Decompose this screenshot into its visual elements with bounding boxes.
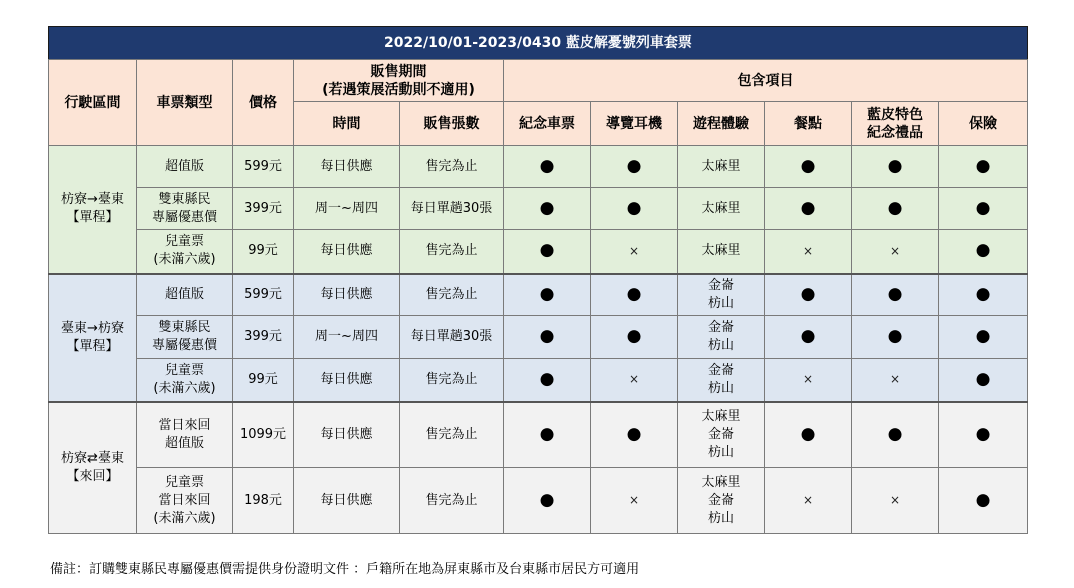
- header-sales-period-title: 販售期間: [370, 63, 427, 80]
- souvenir-ticket-cell: [504, 468, 591, 534]
- meal-cell: [765, 402, 852, 468]
- included-dot-icon: ●: [887, 326, 903, 346]
- price-cell: 399元: [233, 188, 294, 230]
- ticket-type-line: (未滿六歲): [153, 380, 216, 396]
- included-dot-icon: ●: [539, 283, 555, 304]
- table-row: [49, 402, 1028, 468]
- sales-time-cell: 每日供應: [294, 230, 400, 274]
- route-group: [49, 402, 1028, 534]
- audio-guide-cell: [591, 274, 678, 316]
- header-route: 行駛區間: [49, 60, 137, 146]
- included-dot-icon: ●: [539, 326, 555, 346]
- meal-cell: [765, 274, 852, 316]
- sales-time-cell: 每日供應: [294, 359, 400, 402]
- sales-time-cell: 每日供應: [294, 274, 400, 316]
- price-cell: 1099元: [233, 402, 294, 468]
- insurance-cell: [939, 468, 1028, 534]
- sales-time-cell: 每日供應: [294, 468, 400, 534]
- experience-location: 金崙: [708, 277, 735, 293]
- header-time: 時間: [294, 102, 400, 146]
- experience-location: 太麻里: [701, 243, 741, 259]
- sales-quantity-cell: 售完為止: [400, 359, 504, 402]
- not-included-x-icon: ×: [889, 493, 901, 507]
- experience-cell: [678, 274, 765, 316]
- header-insurance: 保險: [939, 102, 1028, 146]
- route-cell: [49, 146, 137, 274]
- header-experience: 遊程體驗: [678, 102, 765, 146]
- experience-location: 枋山: [708, 338, 735, 353]
- included-dot-icon: ●: [626, 283, 642, 304]
- sales-quantity-cell: 每日單趟30張: [400, 316, 504, 359]
- sales-time-cell: 每日供應: [294, 146, 400, 188]
- sales-time-cell: 周一~周四: [294, 188, 400, 230]
- route-trip-type: 【來回】: [66, 468, 119, 484]
- ticket-type-line: (未滿六歲): [153, 510, 216, 526]
- not-included-x-icon: ×: [628, 493, 640, 507]
- table-row: [49, 188, 1028, 230]
- included-dot-icon: ●: [539, 368, 555, 389]
- not-included-x-icon: ×: [802, 372, 814, 387]
- route-group: [49, 146, 1028, 274]
- souvenir-ticket-cell: [504, 188, 591, 230]
- route-name: 枋寮→臺東: [61, 192, 124, 208]
- header-ticket-type: 車票類型: [137, 60, 233, 146]
- experience-location: 金崙: [708, 426, 735, 442]
- included-dot-icon: ●: [800, 326, 816, 346]
- included-dot-icon: ●: [887, 155, 903, 176]
- header-sales-period-note: (若遇策展活動則不適用): [322, 81, 475, 98]
- experience-location: 太麻里: [701, 158, 741, 174]
- not-included-x-icon: ×: [889, 243, 901, 258]
- route-name: 枋寮⇄臺東: [61, 450, 124, 466]
- route-trip-type: 【單程】: [66, 210, 119, 226]
- included-dot-icon: ●: [975, 240, 991, 261]
- included-dot-icon: ●: [800, 155, 816, 176]
- route-cell: [49, 274, 137, 402]
- table-row: [49, 468, 1028, 534]
- meal-cell: [765, 230, 852, 274]
- included-dot-icon: ●: [975, 155, 991, 176]
- experience-location: 金崙: [708, 320, 735, 335]
- ticket-type-line: 兒童票: [164, 474, 204, 490]
- experience-cell: [678, 359, 765, 402]
- table-row: [49, 146, 1028, 188]
- table-header: [49, 60, 1028, 146]
- insurance-cell: [939, 230, 1028, 274]
- ticket-type-line: 專屬優惠價: [151, 209, 217, 225]
- ticket-table-container: [48, 26, 1028, 534]
- gift-cell: [852, 230, 939, 274]
- header-sales-period: [294, 60, 504, 102]
- included-dot-icon: ●: [800, 197, 816, 218]
- meal-cell: [765, 188, 852, 230]
- header-gift-line2: 紀念禮品: [867, 124, 924, 141]
- experience-cell: [678, 316, 765, 359]
- included-dot-icon: ●: [975, 368, 991, 389]
- experience-cell: [678, 402, 765, 468]
- souvenir-ticket-cell: [504, 402, 591, 468]
- audio-guide-cell: [591, 402, 678, 468]
- gift-cell: [852, 468, 939, 534]
- table-row: [49, 274, 1028, 316]
- included-dot-icon: ●: [539, 155, 555, 176]
- sales-quantity-cell: 售完為止: [400, 146, 504, 188]
- audio-guide-cell: [591, 188, 678, 230]
- sales-time-cell: 周一~周四: [294, 316, 400, 359]
- experience-location: 太麻里: [701, 474, 741, 490]
- included-dot-icon: ●: [800, 283, 816, 304]
- not-included-x-icon: ×: [628, 243, 640, 258]
- included-dot-icon: ●: [626, 197, 642, 218]
- audio-guide-cell: [591, 316, 678, 359]
- included-dot-icon: ●: [800, 423, 816, 444]
- souvenir-ticket-cell: [504, 230, 591, 274]
- ticket-type-line: 兒童票: [164, 234, 204, 250]
- ticket-type-cell: [137, 188, 233, 230]
- included-dot-icon: ●: [975, 423, 991, 444]
- sales-quantity-cell: 每日單趟30張: [400, 188, 504, 230]
- header-price: 價格: [233, 60, 294, 146]
- not-included-x-icon: ×: [802, 243, 814, 258]
- included-dot-icon: ●: [539, 197, 555, 218]
- table-row: [49, 359, 1028, 402]
- insurance-cell: [939, 402, 1028, 468]
- route-name: 臺東→枋寮: [61, 320, 124, 336]
- ticket-type-line: 雙東縣民: [158, 191, 211, 207]
- experience-location: 枋山: [708, 295, 735, 311]
- included-dot-icon: ●: [887, 283, 903, 304]
- included-dot-icon: ●: [539, 489, 555, 510]
- header-souvenir-ticket: 紀念車票: [504, 102, 591, 146]
- experience-location: 枋山: [708, 380, 735, 396]
- audio-guide-cell: [591, 146, 678, 188]
- sales-quantity-cell: 售完為止: [400, 230, 504, 274]
- souvenir-ticket-cell: [504, 359, 591, 402]
- insurance-cell: [939, 359, 1028, 402]
- gift-cell: [852, 274, 939, 316]
- ticket-type-line: 超值版: [164, 435, 204, 451]
- ticket-type-cell: [137, 274, 233, 316]
- ticket-type-cell: [137, 316, 233, 359]
- experience-cell: [678, 468, 765, 534]
- included-dot-icon: ●: [975, 197, 991, 218]
- meal-cell: [765, 146, 852, 188]
- price-cell: 599元: [233, 146, 294, 188]
- included-dot-icon: ●: [975, 326, 991, 346]
- experience-location: 枋山: [708, 510, 735, 526]
- table-row: [49, 316, 1028, 359]
- experience-cell: [678, 188, 765, 230]
- header-gift-line1: 藍皮特色: [867, 106, 924, 123]
- price-cell: 599元: [233, 274, 294, 316]
- header-quantity: 販售張數: [400, 102, 504, 146]
- souvenir-ticket-cell: [504, 274, 591, 316]
- header-meal: 餐點: [765, 102, 852, 146]
- ticket-type-line: 當日來回: [158, 417, 211, 433]
- meal-cell: [765, 359, 852, 402]
- meal-cell: [765, 316, 852, 359]
- included-dot-icon: ●: [887, 423, 903, 444]
- sales-time-cell: 每日供應: [294, 402, 400, 468]
- ticket-type-cell: [137, 146, 233, 188]
- ticket-type-line: 雙東縣民: [158, 320, 211, 335]
- price-cell: 99元: [233, 230, 294, 274]
- price-cell: 399元: [233, 316, 294, 359]
- experience-cell: [678, 230, 765, 274]
- gift-cell: [852, 188, 939, 230]
- included-dot-icon: ●: [626, 326, 642, 346]
- not-included-x-icon: ×: [802, 493, 814, 507]
- route-group: [49, 274, 1028, 402]
- experience-cell: [678, 146, 765, 188]
- included-dot-icon: ●: [539, 240, 555, 261]
- ticket-type-cell: [137, 230, 233, 274]
- insurance-cell: [939, 146, 1028, 188]
- included-dot-icon: ●: [626, 155, 642, 176]
- experience-location: 金崙: [708, 492, 735, 508]
- ticket-type-cell: [137, 402, 233, 468]
- insurance-cell: [939, 316, 1028, 359]
- header-included: 包含項目: [504, 60, 1028, 102]
- table-title: 2022/10/01-2023/0430 藍皮解憂號列車套票: [48, 26, 1028, 59]
- not-included-x-icon: ×: [889, 372, 901, 387]
- experience-location: 枋山: [708, 444, 735, 460]
- experience-location: 太麻里: [701, 200, 741, 216]
- not-included-x-icon: ×: [628, 372, 640, 387]
- souvenir-ticket-cell: [504, 316, 591, 359]
- footnote: 備註：訂購雙東縣民專屬優惠價需提供身份證明文件 ：戶籍所在地為屏東縣市及台東縣市居民方可適用: [50, 562, 640, 577]
- price-cell: 99元: [233, 359, 294, 402]
- included-dot-icon: ●: [975, 283, 991, 304]
- route-trip-type: 【單程】: [66, 338, 119, 354]
- meal-cell: [765, 468, 852, 534]
- ticket-type-line: 當日來回: [158, 492, 211, 508]
- header-audio-guide: 導覽耳機: [591, 102, 678, 146]
- audio-guide-cell: [591, 359, 678, 402]
- ticket-type-line: 超值版: [164, 158, 204, 174]
- gift-cell: [852, 402, 939, 468]
- included-dot-icon: ●: [975, 489, 991, 510]
- ticket-type-cell: [137, 468, 233, 534]
- ticket-type-cell: [137, 359, 233, 402]
- ticket-type-line: 兒童票: [164, 362, 204, 378]
- ticket-type-line: (未滿六歲): [153, 252, 216, 268]
- insurance-cell: [939, 188, 1028, 230]
- gift-cell: [852, 316, 939, 359]
- audio-guide-cell: [591, 468, 678, 534]
- gift-cell: [852, 146, 939, 188]
- table-row: [49, 230, 1028, 274]
- sales-quantity-cell: 售完為止: [400, 402, 504, 468]
- header-gift: [852, 102, 939, 146]
- insurance-cell: [939, 274, 1028, 316]
- included-dot-icon: ●: [887, 197, 903, 218]
- experience-location: 太麻里: [701, 408, 741, 424]
- included-dot-icon: ●: [626, 423, 642, 444]
- sales-quantity-cell: 售完為止: [400, 468, 504, 534]
- audio-guide-cell: [591, 230, 678, 274]
- experience-location: 金崙: [708, 362, 735, 378]
- route-cell: [49, 402, 137, 534]
- souvenir-ticket-cell: [504, 146, 591, 188]
- ticket-type-line: 超值版: [164, 286, 204, 302]
- included-dot-icon: ●: [539, 423, 555, 444]
- gift-cell: [852, 359, 939, 402]
- ticket-type-line: 專屬優惠價: [151, 338, 217, 353]
- ticket-table: [48, 59, 1028, 534]
- price-cell: 198元: [233, 468, 294, 534]
- sales-quantity-cell: 售完為止: [400, 274, 504, 316]
